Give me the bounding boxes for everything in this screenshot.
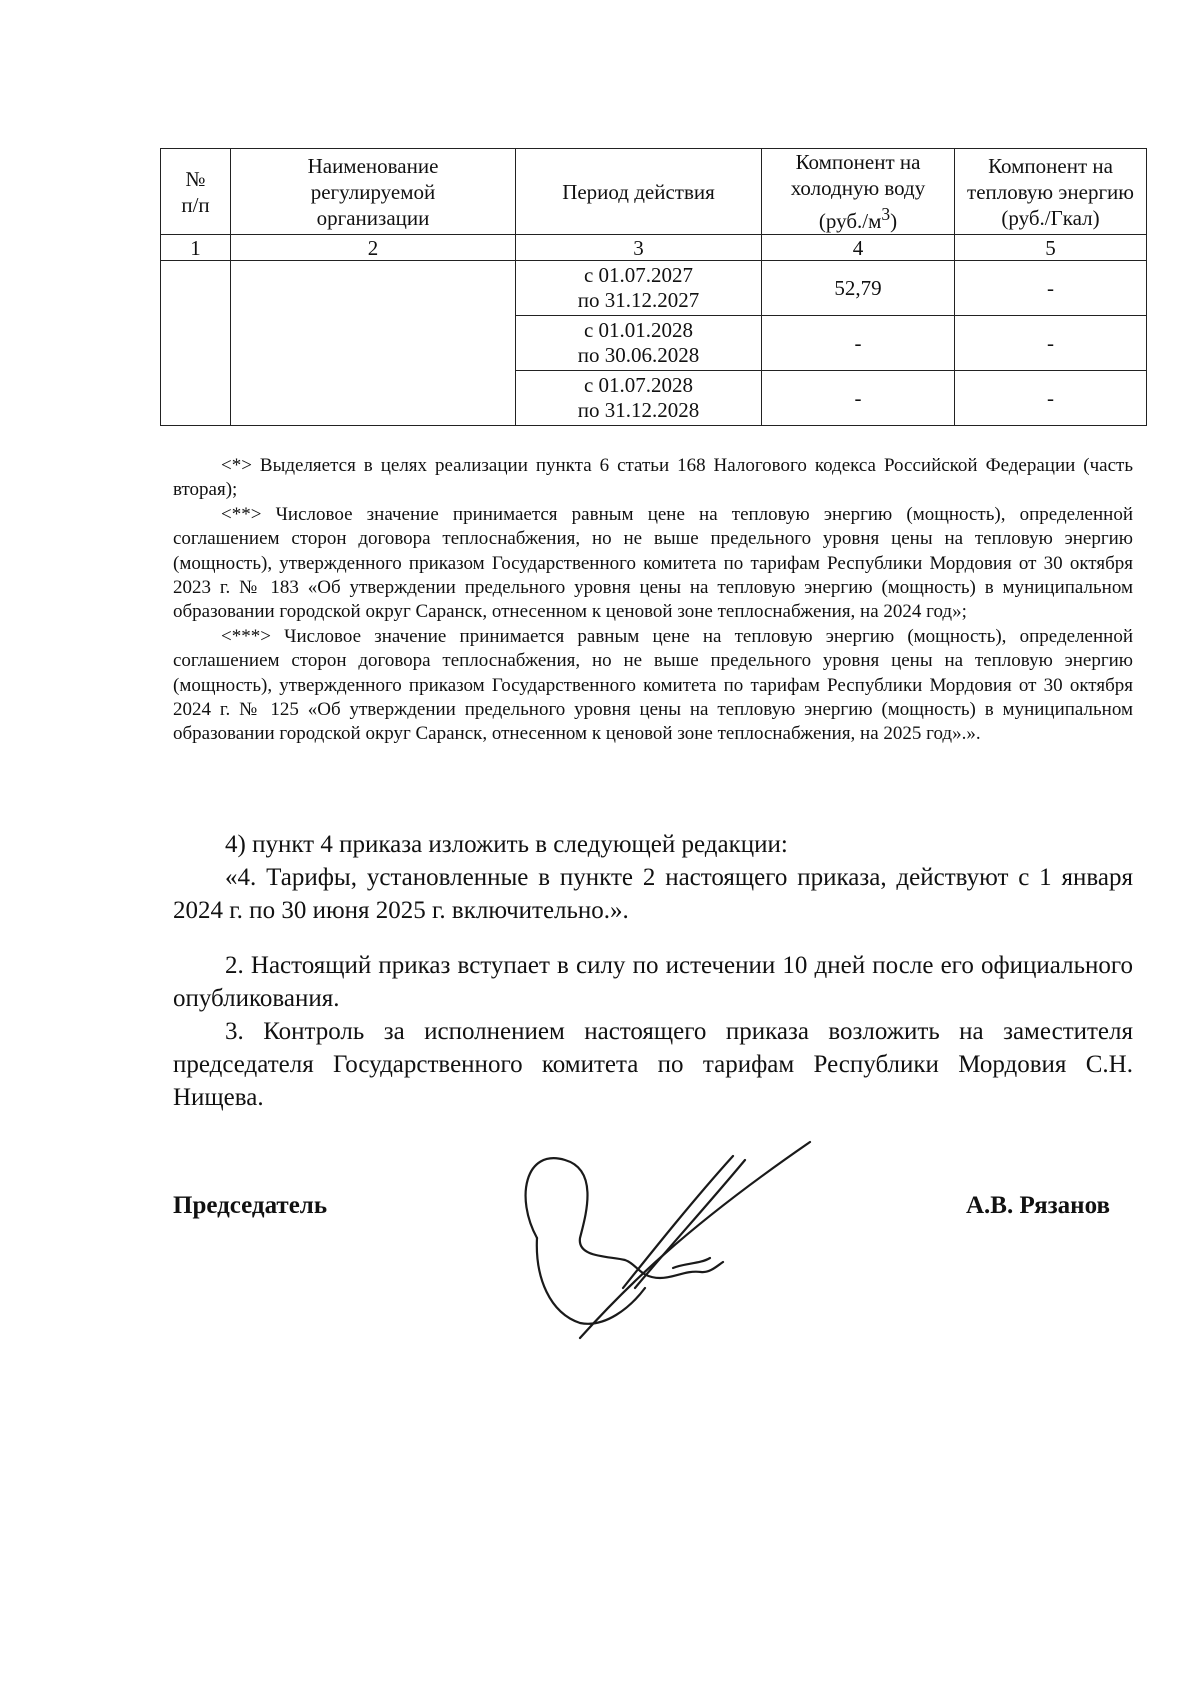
- header-heat-energy: Компонент на тепловую энергию (руб./Гкал): [955, 149, 1147, 235]
- footnote: <*> Выделяется в целях реализации пункта 6 статьи 168 Налогового кодекса Российской Федерации (часть вторая);: [173, 455, 1133, 501]
- signatory-title: Председатель: [173, 1192, 328, 1219]
- table-row: [161, 261, 1147, 316]
- header-number: № п/п: [161, 149, 231, 235]
- footnote: <**> Числовое значение принимается равным цене на тепловую энергию (мощность), определенной соглашением сторон договора теплоснабжения, но не выше предельного уровня цены на тепловую энергию (мощность), утвержденного приказом Государственного комитета по тарифам Республики Мордовия от 30 октября 2023 г. № 183 «Об утверждении предельного уровня цены на тепловую энергию (мощность) в муниципальном образовании городской округ Саранск, отнесенном к ценовой зоне теплоснабжения, на 2024 год»;: [173, 503, 1133, 623]
- footnotes: [173, 454, 1133, 747]
- period-cell: с 01.01.2028 по 30.06.2028: [516, 316, 762, 371]
- cold-water-cell: -: [762, 316, 955, 371]
- period-cell: с 01.07.2028 по 31.12.2028: [516, 371, 762, 426]
- number-cell: [161, 261, 231, 426]
- footnote: <***> Числовое значение принимается равным цене на тепловую энергию (мощность), определенной соглашением сторон договора теплоснабжения, но не выше предельного уровня цены на тепловую энергию (мощность), утвержденного приказом Государственного комитета по тарифам Республики Мордовия от 30 октября 2024 г. № 125 «Об утверждении предельного уровня цены на тепловую энергию (мощность) в муниципальном образовании городской округ Саранск, отнесенном к ценовой зоне теплоснабжения, на 2025 год».».: [173, 625, 1133, 745]
- tariff-table: [160, 148, 1147, 426]
- period-cell: с 01.07.2027 по 31.12.2027: [516, 261, 762, 316]
- header-period: Период действия: [516, 149, 762, 235]
- column-number-row: [161, 235, 1147, 261]
- clause-3: 3. Контроль за исполнением настоящего приказа возложить на заместителя председателя Государственного комитета по тарифам Республики Мордовия С.Н. Нищева.: [173, 1018, 1133, 1111]
- heat-energy-cell: -: [955, 371, 1147, 426]
- cold-water-cell: 52,79: [762, 261, 955, 316]
- cold-water-unit: $(руб./м^3)$: [818, 204, 898, 233]
- heat-energy-cell: -: [955, 261, 1147, 316]
- column-number: 5: [955, 235, 1147, 261]
- item4-intro: 4) пункт 4 приказа изложить в следующей редакции:: [225, 831, 788, 858]
- column-number: 3: [516, 235, 762, 261]
- table-header-row: [161, 149, 1147, 235]
- cold-water-cell: -: [762, 371, 955, 426]
- column-number: 2: [231, 235, 516, 261]
- clause-2: 2. Настоящий приказ вступает в силу по истечении 10 дней после его официального опубликования.: [173, 952, 1133, 1012]
- main-text: [173, 828, 1133, 1114]
- header-organization: Наименование регулируемой организации: [231, 149, 516, 235]
- item4-text: «4. Тарифы, установленные в пункте 2 настоящего приказа, действуют с 1 января 2024 г. по 30 июня 2025 г. включительно.».: [173, 864, 1133, 924]
- signatory-name: А.В. Рязанов: [966, 1192, 1110, 1219]
- handwritten-signature: [505, 1138, 835, 1348]
- column-number: 4: [762, 235, 955, 261]
- organization-cell: [231, 261, 516, 426]
- header-cold-water: Компонент на холодную воду $(руб./м^3)$: [762, 149, 955, 235]
- heat-energy-cell: -: [955, 316, 1147, 371]
- column-number: 1: [161, 235, 231, 261]
